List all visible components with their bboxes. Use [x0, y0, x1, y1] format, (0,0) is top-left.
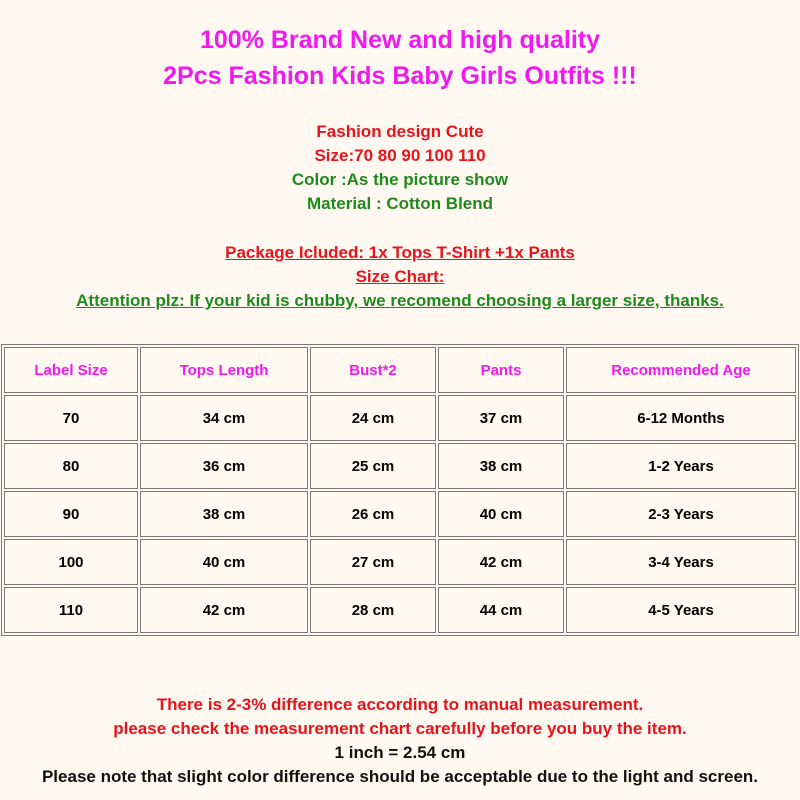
detail-design: Fashion design Cute: [316, 122, 484, 141]
attention-note: Attention plz: If your kid is chubby, we recomend choosing a larger size, thanks.: [76, 291, 724, 310]
table-row: [4, 395, 796, 441]
size-chart-title: Size Chart:: [355, 267, 445, 286]
detail-material: Material : Cotton Blend: [306, 194, 494, 213]
cell-pants: 37 cm: [438, 395, 564, 441]
cell-bust: 24 cm: [310, 395, 436, 441]
cell-bust: 28 cm: [310, 587, 436, 633]
header-label-size: Label Size: [4, 347, 138, 393]
cell-pants: 38 cm: [438, 443, 564, 489]
cell-age: 6-12 Months: [566, 395, 796, 441]
package-included: Package Icluded: 1x Tops T-Shirt +1x Pants: [225, 243, 575, 262]
headline-quality: 100% Brand New and high quality: [199, 26, 601, 54]
inch-conversion: 1 inch = 2.54 cm: [334, 743, 466, 762]
cell-age: 2-3 Years: [566, 491, 796, 537]
cell-age: 3-4 Years: [566, 539, 796, 585]
table-row: [4, 587, 796, 633]
size-chart-table: [1, 344, 799, 636]
header-tops-length: Tops Length: [140, 347, 308, 393]
cell-label-size: 90: [4, 491, 138, 537]
cell-tops-length: 42 cm: [140, 587, 308, 633]
cell-label-size: 110: [4, 587, 138, 633]
header-bust: Bust*2: [310, 347, 436, 393]
header-pants: Pants: [438, 347, 564, 393]
cell-bust: 26 cm: [310, 491, 436, 537]
table-row: [4, 539, 796, 585]
cell-age: 4-5 Years: [566, 587, 796, 633]
cell-pants: 40 cm: [438, 491, 564, 537]
cell-label-size: 70: [4, 395, 138, 441]
measurement-difference-note: There is 2-3% difference according to manual measurement.: [156, 695, 644, 714]
cell-bust: 25 cm: [310, 443, 436, 489]
cell-age: 1-2 Years: [566, 443, 796, 489]
color-difference-note: Please note that slight color difference should be acceptable due to the light and screen.: [41, 767, 759, 786]
cell-bust: 27 cm: [310, 539, 436, 585]
cell-tops-length: 40 cm: [140, 539, 308, 585]
header-recommended-age: Recommended Age: [566, 347, 796, 393]
cell-tops-length: 36 cm: [140, 443, 308, 489]
check-chart-note: please check the measurement chart carefully before you buy the item.: [113, 719, 687, 738]
detail-color: Color :As the picture show: [291, 170, 509, 189]
cell-tops-length: 38 cm: [140, 491, 308, 537]
cell-tops-length: 34 cm: [140, 395, 308, 441]
cell-pants: 44 cm: [438, 587, 564, 633]
cell-pants: 42 cm: [438, 539, 564, 585]
cell-label-size: 100: [4, 539, 138, 585]
table-row: [4, 443, 796, 489]
table-row: [4, 491, 796, 537]
cell-label-size: 80: [4, 443, 138, 489]
headline-product: 2Pcs Fashion Kids Baby Girls Outfits !!!: [163, 62, 637, 90]
detail-size: Size:70 80 90 100 110: [314, 146, 486, 165]
table-header-row: [4, 347, 796, 393]
